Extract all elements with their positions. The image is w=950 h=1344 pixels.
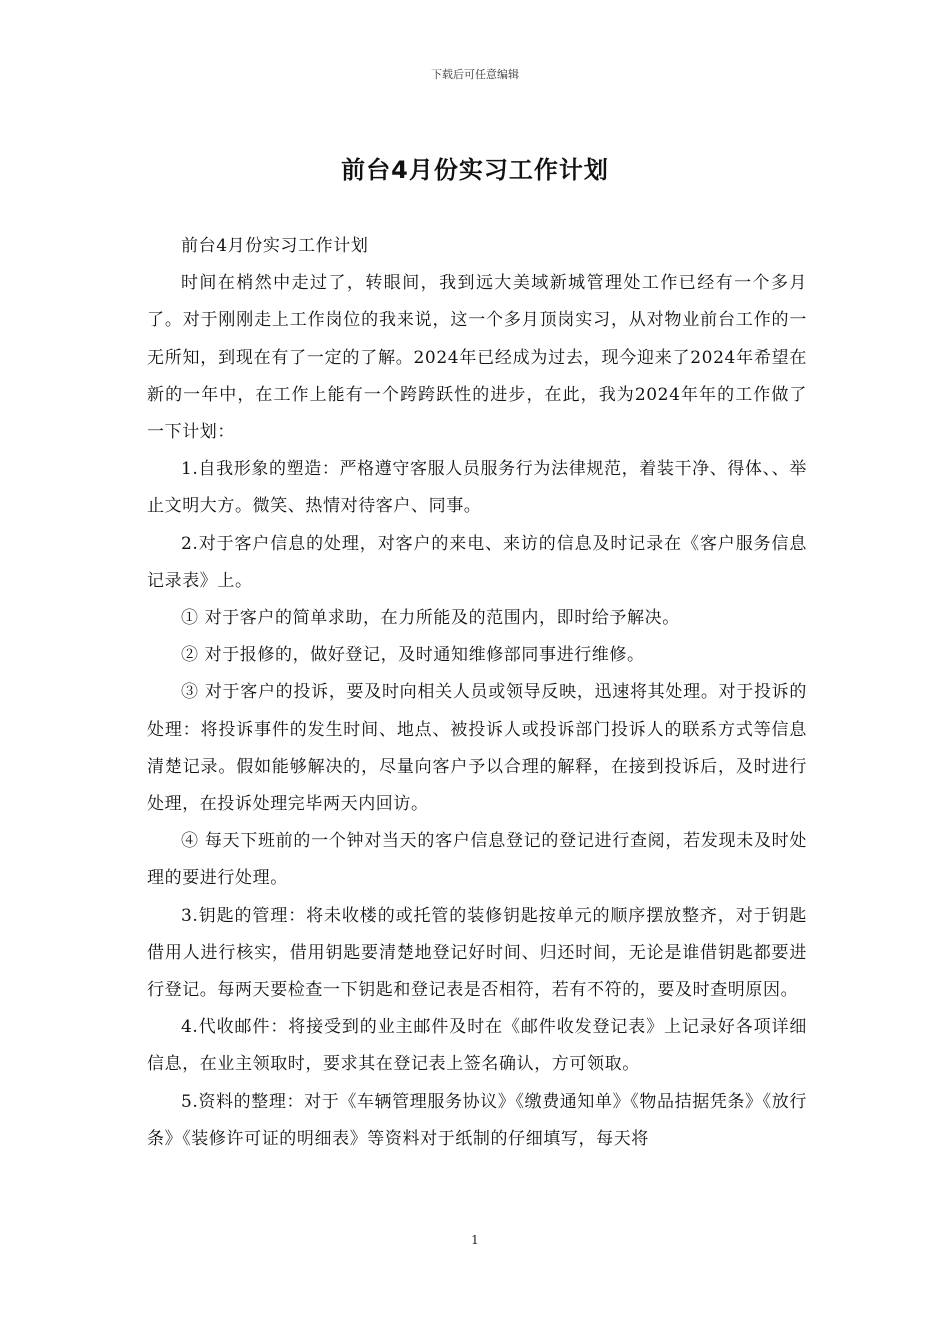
document-body (147, 228, 807, 1158)
page-number: 1 (471, 1233, 479, 1247)
paragraph: ③ 对于客户的投诉，要及时向相关人员或领导反映，迅速将其处理。对于投诉的处理：将投诉事件的发生时间、地点、被投诉人或投诉部门投诉人的联系方式等信息清楚记录。假如能够解决的，尽量向客户予以合理的解释，在接到投诉后，及时进行处理，在投诉处理完毕两天内回访。 (147, 682, 807, 815)
document-title: 前台4月份实习工作计划 (341, 156, 609, 184)
paragraph: 4.代收邮件：将接受到的业主邮件及时在《邮件收发登记表》上记录好各项详细信息，在业主领取时，要求其在登记表上签名确认，方可领取。 (147, 1017, 807, 1075)
paragraph: 时间在梢然中走过了，转眼间，我到远大美域新城管理处工作已经有一个多月了。对于刚刚走上工作岗位的我来说，这一个多月顶岗实习，从对物业前台工作的一无所知，到现在有了一定的了解。2024年已经成为过去，现今迎来了2024年希望在新的一年中，在工作上能有一个跨跨跃性的进步，在此，我为2024年年的工作做了一下计划： (147, 273, 807, 443)
paragraph: ④ 每天下班前的一个钟对当天的客户信息登记的登记进行查阅，若发现未及时处理的要进行处理。 (147, 831, 807, 889)
paragraph: 5.资料的整理：对于《车辆管理服务协议》《缴费通知单》《物品拮据凭条》《放行条》《装修许可证的明细表》等资料对于纸制的仔细填写，每天将 (147, 1091, 807, 1149)
paragraph: 2.对于客户信息的处理，对客户的来电、来访的信息及时记录在《客户服务信息记录表》上。 (147, 533, 807, 591)
paragraph: 3.钥匙的管理：将未收楼的或托管的装修钥匙按单元的顺序摆放整齐，对于钥匙借用人进行核实，借用钥匙要清楚地登记好时间、归还时间，无论是谁借钥匙都要进行登记。每两天要检查一下钥匙和登记表是否相符，若有不符的，要及时查明原因。 (147, 905, 807, 1001)
paragraph: 1.自我形象的塑造：严格遵守客服人员服务行为法律规范，着装干净、得体、、举止文明大方。微笑、热情对待客户、同事。 (147, 459, 807, 517)
header-note: 下载后可任意编辑 (431, 68, 519, 81)
paragraph: ① 对于客户的简单求助，在力所能及的范围内，即时给予解决。 (181, 608, 680, 629)
paragraph: ② 对于报修的，做好登记，及时通知维修部同事进行维修。 (181, 645, 645, 666)
paragraph: 前台4月份实习工作计划 (181, 236, 369, 256)
